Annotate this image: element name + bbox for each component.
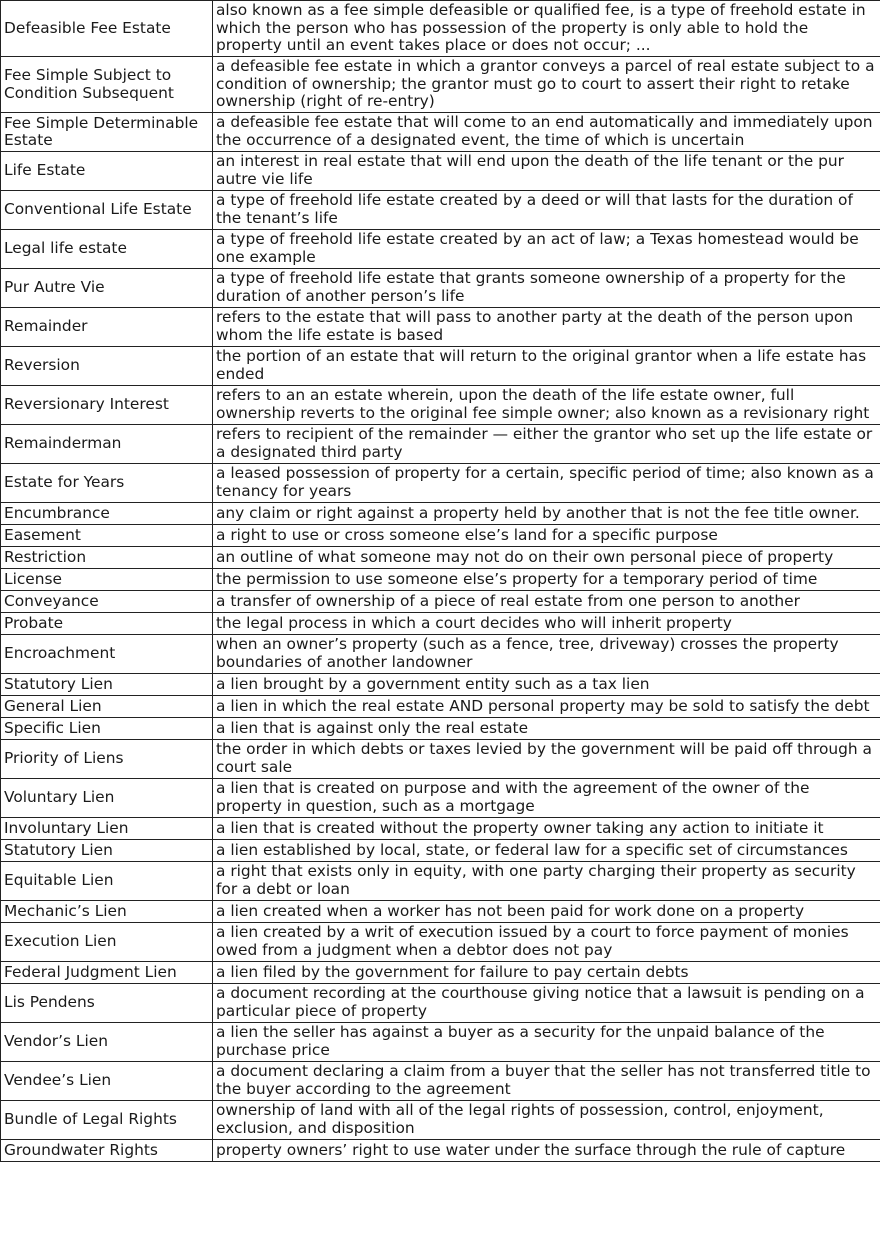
table-row (1, 718, 880, 740)
definition-cell: refers to an an estate wherein, upon the death of the life estate owner, full ownership reverts to the original fee simple owner; also known as a revisionary right (213, 386, 880, 425)
term-cell: Encumbrance (1, 503, 213, 525)
definition-cell: the portion of an estate that will return to the original grantor when a life estate has ended (213, 347, 880, 386)
term-cell: Legal life estate (1, 230, 213, 269)
table-row (1, 591, 880, 613)
definition-cell: ownership of land with all of the legal rights of possession, control, enjoyment, exclusion, and disposition (213, 1101, 880, 1140)
definition-cell: a defeasible fee estate in which a grantor conveys a parcel of real estate subject to a condition of ownership; the grantor must go to court to assert their right to retake ownership (right of re-entry) (213, 57, 880, 113)
table-row (1, 962, 880, 984)
term-cell: Voluntary Lien (1, 779, 213, 818)
table-row (1, 1, 880, 57)
table-row (1, 525, 880, 547)
definition-cell: a lien established by local, state, or federal law for a specific set of circumstances (213, 840, 880, 862)
term-cell: Vendee’s Lien (1, 1062, 213, 1101)
table-row (1, 191, 880, 230)
term-cell: Restriction (1, 547, 213, 569)
definition-cell: the legal process in which a court decides who will inherit property (213, 613, 880, 635)
definition-cell: a defeasible fee estate that will come to an end automatically and immediately upon the occurrence of a designated event, the time of which is uncertain (213, 113, 880, 152)
definition-cell: a leased possession of property for a certain, specific period of time; also known as a tenancy for years (213, 464, 880, 503)
term-cell: Groundwater Rights (1, 1140, 213, 1162)
definition-cell: refers to recipient of the remainder — either the grantor who set up the life estate or a designated third party (213, 425, 880, 464)
term-cell: Defeasible Fee Estate (1, 1, 213, 57)
term-cell: Remainderman (1, 425, 213, 464)
term-cell: License (1, 569, 213, 591)
definition-cell: a lien in which the real estate AND personal property may be sold to satisfy the debt (213, 696, 880, 718)
term-cell: Conveyance (1, 591, 213, 613)
table-row (1, 425, 880, 464)
term-cell: Encroachment (1, 635, 213, 674)
term-cell: Easement (1, 525, 213, 547)
table-row (1, 613, 880, 635)
definition-cell: a type of freehold life estate that grants someone ownership of a property for the duration of another person’s life (213, 269, 880, 308)
table-row (1, 269, 880, 308)
term-cell: Involuntary Lien (1, 818, 213, 840)
table-row (1, 1062, 880, 1101)
term-cell: Mechanic’s Lien (1, 901, 213, 923)
table-row (1, 113, 880, 152)
table-row (1, 635, 880, 674)
definition-cell: a document recording at the courthouse giving notice that a lawsuit is pending on a particular piece of property (213, 984, 880, 1023)
term-cell: Specific Lien (1, 718, 213, 740)
definition-cell: a right that exists only in equity, with one party charging their property as security for a debt or loan (213, 862, 880, 901)
table-row (1, 569, 880, 591)
definition-cell: a lien created when a worker has not been paid for work done on a property (213, 901, 880, 923)
table-row (1, 818, 880, 840)
definition-cell: an interest in real estate that will end upon the death of the life tenant or the pur autre vie life (213, 152, 880, 191)
table-row (1, 347, 880, 386)
term-cell: Fee Simple Determinable Estate (1, 113, 213, 152)
definition-cell: a lien that is created on purpose and with the agreement of the owner of the property in question, such as a mortgage (213, 779, 880, 818)
definition-cell: a lien that is created without the property owner taking any action to initiate it (213, 818, 880, 840)
definition-cell: a transfer of ownership of a piece of real estate from one person to another (213, 591, 880, 613)
definition-cell: a lien brought by a government entity such as a tax lien (213, 674, 880, 696)
definition-cell: a lien created by a writ of execution issued by a court to force payment of monies owed from a judgment when a debtor does not pay (213, 923, 880, 962)
table-row (1, 923, 880, 962)
definition-cell: the permission to use someone else’s property for a temporary period of time (213, 569, 880, 591)
definition-cell: any claim or right against a property held by another that is not the fee title owner. (213, 503, 880, 525)
term-cell: Lis Pendens (1, 984, 213, 1023)
table-row (1, 1101, 880, 1140)
term-cell: General Lien (1, 696, 213, 718)
term-cell: Vendor’s Lien (1, 1023, 213, 1062)
term-cell: Statutory Lien (1, 840, 213, 862)
term-cell: Pur Autre Vie (1, 269, 213, 308)
term-cell: Reversionary Interest (1, 386, 213, 425)
table-row (1, 984, 880, 1023)
table-row (1, 840, 880, 862)
term-cell: Bundle of Legal Rights (1, 1101, 213, 1140)
term-cell: Statutory Lien (1, 674, 213, 696)
definition-cell: when an owner’s property (such as a fence, tree, driveway) crosses the property boundaries of another landowner (213, 635, 880, 674)
table-row (1, 386, 880, 425)
table-row (1, 740, 880, 779)
term-cell: Equitable Lien (1, 862, 213, 901)
term-cell: Probate (1, 613, 213, 635)
table-row (1, 696, 880, 718)
table-row (1, 230, 880, 269)
table-row (1, 57, 880, 113)
definition-cell: a type of freehold life estate created by a deed or will that lasts for the duration of the tenant’s life (213, 191, 880, 230)
table-row (1, 464, 880, 503)
definition-cell: a document declaring a claim from a buyer that the seller has not transferred title to the buyer according to the agreement (213, 1062, 880, 1101)
table-row (1, 503, 880, 525)
definition-cell: a lien the seller has against a buyer as a security for the unpaid balance of the purchase price (213, 1023, 880, 1062)
term-cell: Conventional Life Estate (1, 191, 213, 230)
table-row (1, 1140, 880, 1162)
definition-cell: an outline of what someone may not do on their own personal piece of property (213, 547, 880, 569)
term-cell: Federal Judgment Lien (1, 962, 213, 984)
glossary-body (1, 1, 880, 1162)
term-cell: Fee Simple Subject to Condition Subsequent (1, 57, 213, 113)
term-cell: Priority of Liens (1, 740, 213, 779)
definition-cell: also known as a fee simple defeasible or qualified fee, is a type of freehold estate in which the person who has possession of the property is only able to hold the property until an event takes place or does not occur; ... (213, 1, 880, 57)
definition-cell: property owners’ right to use water under the surface through the rule of capture (213, 1140, 880, 1162)
definition-cell: a lien that is against only the real estate (213, 718, 880, 740)
table-row (1, 547, 880, 569)
term-cell: Execution Lien (1, 923, 213, 962)
table-row (1, 862, 880, 901)
table-row (1, 779, 880, 818)
definition-cell: a lien filed by the government for failure to pay certain debts (213, 962, 880, 984)
table-row (1, 1023, 880, 1062)
definition-cell: a right to use or cross someone else’s land for a specific purpose (213, 525, 880, 547)
term-cell: Remainder (1, 308, 213, 347)
term-cell: Life Estate (1, 152, 213, 191)
definition-cell: the order in which debts or taxes levied by the government will be paid off through a court sale (213, 740, 880, 779)
table-row (1, 901, 880, 923)
definition-cell: a type of freehold life estate created by an act of law; a Texas homestead would be one example (213, 230, 880, 269)
table-row (1, 152, 880, 191)
definition-cell: refers to the estate that will pass to another party at the death of the person upon whom the life estate is based (213, 308, 880, 347)
table-row (1, 674, 880, 696)
term-cell: Estate for Years (1, 464, 213, 503)
term-cell: Reversion (1, 347, 213, 386)
table-row (1, 308, 880, 347)
